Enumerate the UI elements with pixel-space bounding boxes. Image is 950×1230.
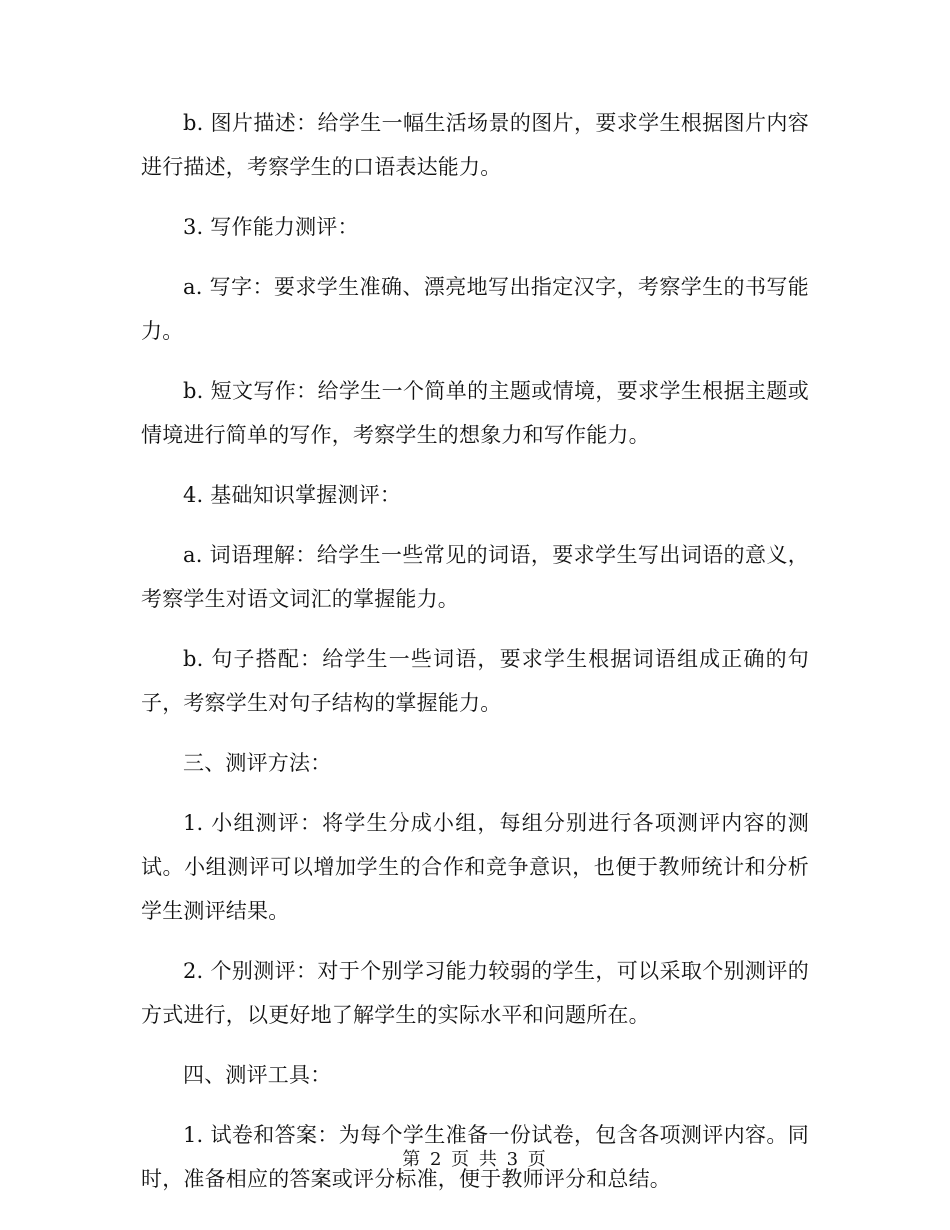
page-number-footer: 第 2 页 共 3 页 (402, 1149, 548, 1170)
paragraph-test-papers: 1. 试卷和答案：为每个学生准备一份试卷，包含各项测评内容。同时，准备相应的答案或评分标准，便于教师评分和总结。 (141, 1123, 809, 1191)
paragraph-group-assessment: 1. 小组测评：将学生分成小组，每组分别进行各项测评内容的测试。小组测评可以增加学生的合作和竞争意识，也便于教师统计和分析学生测评结果。 (141, 811, 809, 923)
heading-basic-knowledge: 4. 基础知识掌握测评： (183, 483, 402, 507)
heading-assessment-tools: 四、测评工具： (183, 1063, 332, 1087)
document-body (141, 101, 809, 1217)
paragraph-picture-description: b. 图片描述：给学生一幅生活场景的图片，要求学生根据图片内容进行描述，考察学生的口语表达能力。 (141, 111, 809, 179)
paragraph-individual-assessment: 2. 个别测评：对于个别学习能力较弱的学生，可以采取个别测评的方式进行，以更好地了解学生的实际水平和问题所在。 (141, 959, 809, 1027)
paragraph-sentence-matching: b. 句子搭配：给学生一些词语，要求学生根据词语组成正确的句子，考察学生对句子结构的掌握能力。 (141, 647, 809, 715)
paragraph-short-essay: b. 短文写作：给学生一个简单的主题或情境，要求学生根据主题或情境进行简单的写作，考察学生的想象力和写作能力。 (141, 379, 809, 447)
paragraph-handwriting: a. 写字：要求学生准确、漂亮地写出指定汉字，考察学生的书写能力。 (141, 275, 809, 343)
paragraph-word-comprehension: a. 词语理解：给学生一些常见的词语，要求学生写出词语的意义，考察学生对语文词汇的掌握能力。 (141, 543, 809, 611)
heading-assessment-methods: 三、测评方法： (183, 751, 332, 775)
heading-writing-assessment: 3. 写作能力测评： (183, 215, 359, 239)
